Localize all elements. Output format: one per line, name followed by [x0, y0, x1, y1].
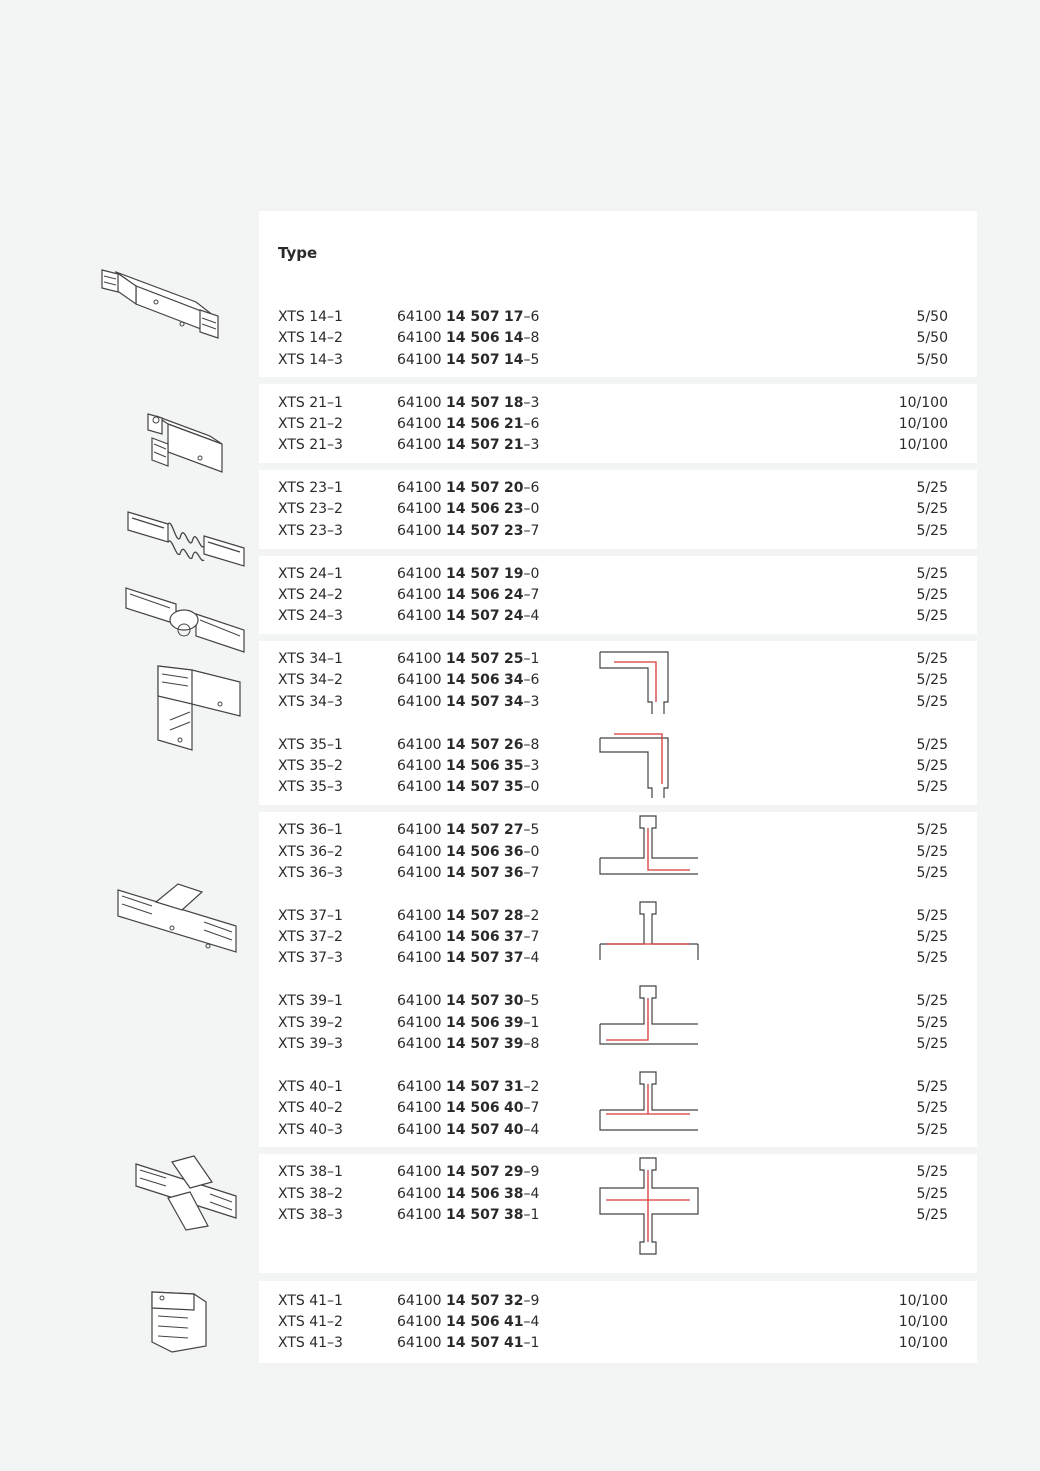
article-check-digit: –4 — [523, 950, 540, 966]
article-number — [397, 521, 539, 542]
article-number — [397, 478, 539, 499]
article-bold-variant: 27 — [504, 822, 524, 838]
end-cap-icon — [142, 1286, 220, 1358]
article-number — [397, 585, 539, 606]
pack-quantity: 10/100 — [898, 1335, 948, 1351]
article-check-digit: –4 — [523, 1314, 540, 1330]
table-row — [278, 499, 948, 520]
article-bold-variant: 21 — [504, 416, 524, 432]
article-prefix: 64100 — [397, 608, 442, 624]
article-prefix: 64100 — [397, 1100, 442, 1116]
article-bold-variant: 39 — [504, 1015, 524, 1031]
article-prefix: 64100 — [397, 1164, 442, 1180]
type-code: XTS 37–1 — [278, 908, 343, 924]
article-bold-group: 14 506 — [446, 1015, 500, 1031]
type-code: XTS 39–2 — [278, 1015, 343, 1031]
article-number — [397, 307, 539, 328]
article-bold-group: 14 507 — [446, 694, 500, 710]
article-bold-group: 14 507 — [446, 1122, 500, 1138]
type-code: XTS 41–1 — [278, 1293, 343, 1309]
pack-quantity: 5/25 — [916, 1186, 948, 1202]
pack-quantity: 5/25 — [916, 993, 948, 1009]
pack-quantity: 5/25 — [916, 1015, 948, 1031]
article-bold-group: 14 507 — [446, 566, 500, 582]
article-bold-group: 14 507 — [446, 1079, 500, 1095]
article-bold-variant: 40 — [504, 1100, 524, 1116]
t-wiring-diagram-37 — [596, 900, 702, 966]
type-code: XTS 40–3 — [278, 1122, 343, 1138]
article-check-digit: –1 — [523, 1015, 540, 1031]
article-bold-variant: 37 — [504, 929, 524, 945]
article-bold-variant: 14 — [504, 330, 524, 346]
article-prefix: 64100 — [397, 758, 442, 774]
type-code: XTS 35–1 — [278, 737, 343, 753]
pack-quantity: 10/100 — [898, 395, 948, 411]
pack-quantity: 5/50 — [916, 330, 948, 346]
article-prefix: 64100 — [397, 844, 442, 860]
article-prefix: 64100 — [397, 352, 442, 368]
article-bold-group: 14 506 — [446, 758, 500, 774]
article-bold-variant: 28 — [504, 908, 524, 924]
article-bold-variant: 34 — [504, 672, 524, 688]
pack-quantity: 5/25 — [916, 779, 948, 795]
pack-quantity: 5/25 — [916, 1164, 948, 1180]
article-check-digit: –4 — [523, 1122, 540, 1138]
article-number — [397, 435, 539, 456]
type-code: XTS 41–2 — [278, 1314, 343, 1330]
article-number — [397, 735, 539, 756]
article-bold-group: 14 507 — [446, 352, 500, 368]
article-check-digit: –9 — [523, 1293, 540, 1309]
type-code: XTS 24–3 — [278, 608, 343, 624]
article-check-digit: –1 — [523, 651, 540, 667]
article-number — [397, 777, 539, 798]
article-bold-group: 14 506 — [446, 587, 500, 603]
article-number — [397, 649, 539, 670]
article-bold-group: 14 506 — [446, 672, 500, 688]
type-code: XTS 36–3 — [278, 865, 343, 881]
pack-quantity: 5/25 — [916, 1100, 948, 1116]
article-bold-variant: 37 — [504, 950, 524, 966]
pack-quantity: 5/25 — [916, 908, 948, 924]
article-bold-variant: 36 — [504, 844, 524, 860]
article-bold-group: 14 506 — [446, 501, 500, 517]
pack-quantity: 5/25 — [916, 672, 948, 688]
article-bold-variant: 23 — [504, 523, 524, 539]
article-bold-group: 14 507 — [446, 608, 500, 624]
article-bold-variant: 19 — [504, 566, 524, 582]
article-prefix: 64100 — [397, 566, 442, 582]
pack-quantity: 5/25 — [916, 844, 948, 860]
pack-quantity: 5/50 — [916, 352, 948, 368]
type-code: XTS 38–1 — [278, 1164, 343, 1180]
article-prefix: 64100 — [397, 587, 442, 603]
article-bold-variant: 29 — [504, 1164, 524, 1180]
article-check-digit: –2 — [523, 1079, 540, 1095]
t-connector-icon — [112, 880, 242, 972]
article-number — [397, 1162, 539, 1183]
table-row — [278, 1333, 948, 1354]
article-number — [397, 948, 539, 969]
l-wiring-diagram-34 — [596, 644, 676, 720]
table-row — [278, 328, 948, 349]
type-code: XTS 39–3 — [278, 1036, 343, 1052]
article-number — [397, 393, 539, 414]
article-prefix: 64100 — [397, 309, 442, 325]
article-bold-variant: 25 — [504, 651, 524, 667]
article-number — [397, 756, 539, 777]
type-code: XTS 36–2 — [278, 844, 343, 860]
article-bold-variant: 34 — [504, 694, 524, 710]
pack-quantity: 10/100 — [898, 1293, 948, 1309]
article-bold-group: 14 507 — [446, 737, 500, 753]
type-code: XTS 21–1 — [278, 395, 343, 411]
pack-quantity: 5/25 — [916, 1207, 948, 1223]
article-prefix: 64100 — [397, 1079, 442, 1095]
pivot-connector-icon — [120, 578, 250, 660]
article-check-digit: –6 — [523, 416, 540, 432]
type-code: XTS 41–3 — [278, 1335, 343, 1351]
article-prefix: 64100 — [397, 523, 442, 539]
article-number — [397, 499, 539, 520]
article-prefix: 64100 — [397, 651, 442, 667]
article-prefix: 64100 — [397, 822, 442, 838]
article-prefix: 64100 — [397, 1015, 442, 1031]
article-prefix: 64100 — [397, 1186, 442, 1202]
article-bold-variant: 21 — [504, 437, 524, 453]
article-prefix: 64100 — [397, 1207, 442, 1223]
type-code: XTS 40–1 — [278, 1079, 343, 1095]
article-number — [397, 927, 539, 948]
article-bold-group: 14 507 — [446, 950, 500, 966]
article-bold-group: 14 507 — [446, 779, 500, 795]
article-bold-group: 14 507 — [446, 865, 500, 881]
straight-connector-icon — [96, 262, 226, 352]
type-code: XTS 38–3 — [278, 1207, 343, 1223]
type-code: XTS 21–3 — [278, 437, 343, 453]
article-bold-group: 14 506 — [446, 330, 500, 346]
type-code: XTS 37–2 — [278, 929, 343, 945]
article-prefix: 64100 — [397, 330, 442, 346]
article-check-digit: –6 — [523, 309, 540, 325]
article-number — [397, 1312, 539, 1333]
article-check-digit: –9 — [523, 1164, 540, 1180]
article-number — [397, 350, 539, 371]
type-heading: Type — [278, 244, 318, 262]
article-check-digit: –5 — [523, 993, 540, 1009]
article-prefix: 64100 — [397, 1335, 442, 1351]
table-row — [278, 564, 948, 585]
article-number — [397, 564, 539, 585]
article-bold-group: 14 507 — [446, 523, 500, 539]
article-bold-group: 14 507 — [446, 908, 500, 924]
article-bold-variant: 24 — [504, 587, 524, 603]
pack-quantity: 5/25 — [916, 480, 948, 496]
table-row — [278, 435, 948, 456]
article-check-digit: –2 — [523, 908, 540, 924]
article-check-digit: –7 — [523, 929, 540, 945]
article-number — [397, 414, 539, 435]
article-number — [397, 842, 539, 863]
type-code: XTS 14–1 — [278, 309, 343, 325]
article-check-digit: –7 — [523, 523, 540, 539]
pack-quantity: 5/25 — [916, 501, 948, 517]
pack-quantity: 10/100 — [898, 437, 948, 453]
article-bold-group: 14 507 — [446, 822, 500, 838]
article-check-digit: –4 — [523, 1186, 540, 1202]
article-number — [397, 1205, 539, 1226]
type-code: XTS 35–3 — [278, 779, 343, 795]
article-number — [397, 1013, 539, 1034]
article-prefix: 64100 — [397, 993, 442, 1009]
article-number — [397, 328, 539, 349]
article-prefix: 64100 — [397, 1036, 442, 1052]
article-prefix: 64100 — [397, 437, 442, 453]
type-code: XTS 40–2 — [278, 1100, 343, 1116]
article-prefix: 64100 — [397, 1122, 442, 1138]
article-bold-variant: 26 — [504, 737, 524, 753]
pack-quantity: 5/25 — [916, 758, 948, 774]
article-bold-group: 14 507 — [446, 993, 500, 1009]
article-prefix: 64100 — [397, 929, 442, 945]
pack-quantity: 5/25 — [916, 737, 948, 753]
article-number — [397, 692, 539, 713]
article-check-digit: –6 — [523, 480, 540, 496]
x-connector-icon — [132, 1154, 242, 1232]
type-code: XTS 14–2 — [278, 330, 343, 346]
article-check-digit: –0 — [523, 566, 540, 582]
pack-quantity: 5/25 — [916, 651, 948, 667]
type-code: XTS 14–3 — [278, 352, 343, 368]
article-prefix: 64100 — [397, 779, 442, 795]
article-number — [397, 1184, 539, 1205]
article-bold-group: 14 507 — [446, 480, 500, 496]
type-code: XTS 37–3 — [278, 950, 343, 966]
article-bold-variant: 14 — [504, 352, 524, 368]
article-check-digit: –3 — [523, 694, 540, 710]
article-bold-variant: 38 — [504, 1186, 524, 1202]
article-bold-group: 14 507 — [446, 1335, 500, 1351]
table-row — [278, 1291, 948, 1312]
article-check-digit: –7 — [523, 587, 540, 603]
pack-quantity: 10/100 — [898, 416, 948, 432]
article-bold-variant: 20 — [504, 480, 524, 496]
type-code: XTS 34–2 — [278, 672, 343, 688]
article-bold-variant: 17 — [504, 309, 524, 325]
article-bold-variant: 41 — [504, 1335, 524, 1351]
article-number — [397, 1098, 539, 1119]
table-row — [278, 521, 948, 542]
article-bold-variant: 36 — [504, 865, 524, 881]
type-code: XTS 23–3 — [278, 523, 343, 539]
article-bold-group: 14 507 — [446, 1036, 500, 1052]
article-number — [397, 1291, 539, 1312]
article-prefix: 64100 — [397, 501, 442, 517]
pack-quantity: 5/25 — [916, 523, 948, 539]
article-bold-group: 14 507 — [446, 309, 500, 325]
type-code: XTS 34–1 — [278, 651, 343, 667]
article-bold-variant: 38 — [504, 1207, 524, 1223]
article-bold-group: 14 507 — [446, 395, 500, 411]
article-number — [397, 1077, 539, 1098]
type-code: XTS 35–2 — [278, 758, 343, 774]
article-check-digit: –1 — [523, 1335, 540, 1351]
article-check-digit: –4 — [523, 608, 540, 624]
article-prefix: 64100 — [397, 950, 442, 966]
article-bold-variant: 35 — [504, 758, 524, 774]
article-number — [397, 820, 539, 841]
article-bold-group: 14 506 — [446, 844, 500, 860]
article-check-digit: –8 — [523, 1036, 540, 1052]
article-prefix: 64100 — [397, 865, 442, 881]
type-code: XTS 24–1 — [278, 566, 343, 582]
article-number — [397, 1034, 539, 1055]
article-prefix: 64100 — [397, 694, 442, 710]
pack-quantity: 5/25 — [916, 929, 948, 945]
article-prefix: 64100 — [397, 737, 442, 753]
pack-quantity: 5/25 — [916, 950, 948, 966]
article-prefix: 64100 — [397, 416, 442, 432]
article-check-digit: –8 — [523, 330, 540, 346]
table-row — [278, 414, 948, 435]
article-prefix: 64100 — [397, 672, 442, 688]
table-row — [278, 307, 948, 328]
article-bold-group: 14 507 — [446, 651, 500, 667]
t-wiring-diagram-40 — [596, 1070, 702, 1136]
pack-quantity: 5/25 — [916, 566, 948, 582]
article-bold-group: 14 506 — [446, 1100, 500, 1116]
article-number — [397, 1333, 539, 1354]
type-code: XTS 23–1 — [278, 480, 343, 496]
article-prefix: 64100 — [397, 1314, 442, 1330]
article-check-digit: –5 — [523, 822, 540, 838]
table-row — [278, 606, 948, 627]
pack-quantity: 5/25 — [916, 865, 948, 881]
type-code: XTS 24–2 — [278, 587, 343, 603]
type-code: XTS 23–2 — [278, 501, 343, 517]
flex-connector-icon — [120, 498, 250, 570]
article-check-digit: –6 — [523, 672, 540, 688]
article-bold-group: 14 506 — [446, 416, 500, 432]
article-bold-variant: 32 — [504, 1293, 524, 1309]
article-bold-variant: 30 — [504, 993, 524, 1009]
article-bold-group: 14 507 — [446, 1293, 500, 1309]
article-bold-variant: 31 — [504, 1079, 524, 1095]
type-code: XTS 38–2 — [278, 1186, 343, 1202]
article-number — [397, 1120, 539, 1141]
article-check-digit: –5 — [523, 352, 540, 368]
article-bold-variant: 18 — [504, 395, 524, 411]
article-bold-group: 14 507 — [446, 1207, 500, 1223]
article-prefix: 64100 — [397, 908, 442, 924]
article-check-digit: –3 — [523, 395, 540, 411]
article-check-digit: –1 — [523, 1207, 540, 1223]
article-check-digit: –0 — [523, 779, 540, 795]
article-check-digit: –3 — [523, 758, 540, 774]
l-connector-icon — [150, 660, 246, 756]
article-check-digit: –0 — [523, 501, 540, 517]
short-connector-icon — [138, 408, 230, 486]
article-bold-group: 14 507 — [446, 437, 500, 453]
article-bold-variant: 39 — [504, 1036, 524, 1052]
article-check-digit: –7 — [523, 865, 540, 881]
table-row — [278, 478, 948, 499]
table-row — [278, 393, 948, 414]
l-wiring-diagram-35 — [596, 728, 676, 804]
article-bold-variant: 35 — [504, 779, 524, 795]
pack-quantity: 5/25 — [916, 1122, 948, 1138]
table-row — [278, 1312, 948, 1333]
article-bold-group: 14 506 — [446, 929, 500, 945]
table-row — [278, 350, 948, 371]
article-bold-group: 14 506 — [446, 1186, 500, 1202]
type-code: XTS 34–3 — [278, 694, 343, 710]
article-prefix: 64100 — [397, 395, 442, 411]
type-code: XTS 36–1 — [278, 822, 343, 838]
t-wiring-diagram-39 — [596, 984, 702, 1050]
article-bold-group: 14 506 — [446, 1314, 500, 1330]
pack-quantity: 5/25 — [916, 822, 948, 838]
article-check-digit: –0 — [523, 844, 540, 860]
article-prefix: 64100 — [397, 1293, 442, 1309]
article-number — [397, 906, 539, 927]
table-row — [278, 585, 948, 606]
article-bold-variant: 23 — [504, 501, 524, 517]
t-wiring-diagram-36 — [596, 814, 702, 880]
pack-quantity: 10/100 — [898, 1314, 948, 1330]
x-wiring-diagram-38 — [596, 1156, 702, 1258]
article-bold-group: 14 507 — [446, 1164, 500, 1180]
type-code: XTS 39–1 — [278, 993, 343, 1009]
pack-quantity: 5/25 — [916, 694, 948, 710]
article-bold-variant: 40 — [504, 1122, 524, 1138]
pack-quantity: 5/25 — [916, 1079, 948, 1095]
article-bold-variant: 24 — [504, 608, 524, 624]
article-prefix: 64100 — [397, 480, 442, 496]
article-number — [397, 606, 539, 627]
type-code: XTS 21–2 — [278, 416, 343, 432]
article-bold-variant: 41 — [504, 1314, 524, 1330]
article-number — [397, 863, 539, 884]
pack-quantity: 5/25 — [916, 1036, 948, 1052]
pack-quantity: 5/25 — [916, 587, 948, 603]
article-number — [397, 670, 539, 691]
pack-quantity: 5/50 — [916, 309, 948, 325]
article-number — [397, 991, 539, 1012]
article-check-digit: –3 — [523, 437, 540, 453]
article-check-digit: –8 — [523, 737, 540, 753]
article-check-digit: –7 — [523, 1100, 540, 1116]
pack-quantity: 5/25 — [916, 608, 948, 624]
